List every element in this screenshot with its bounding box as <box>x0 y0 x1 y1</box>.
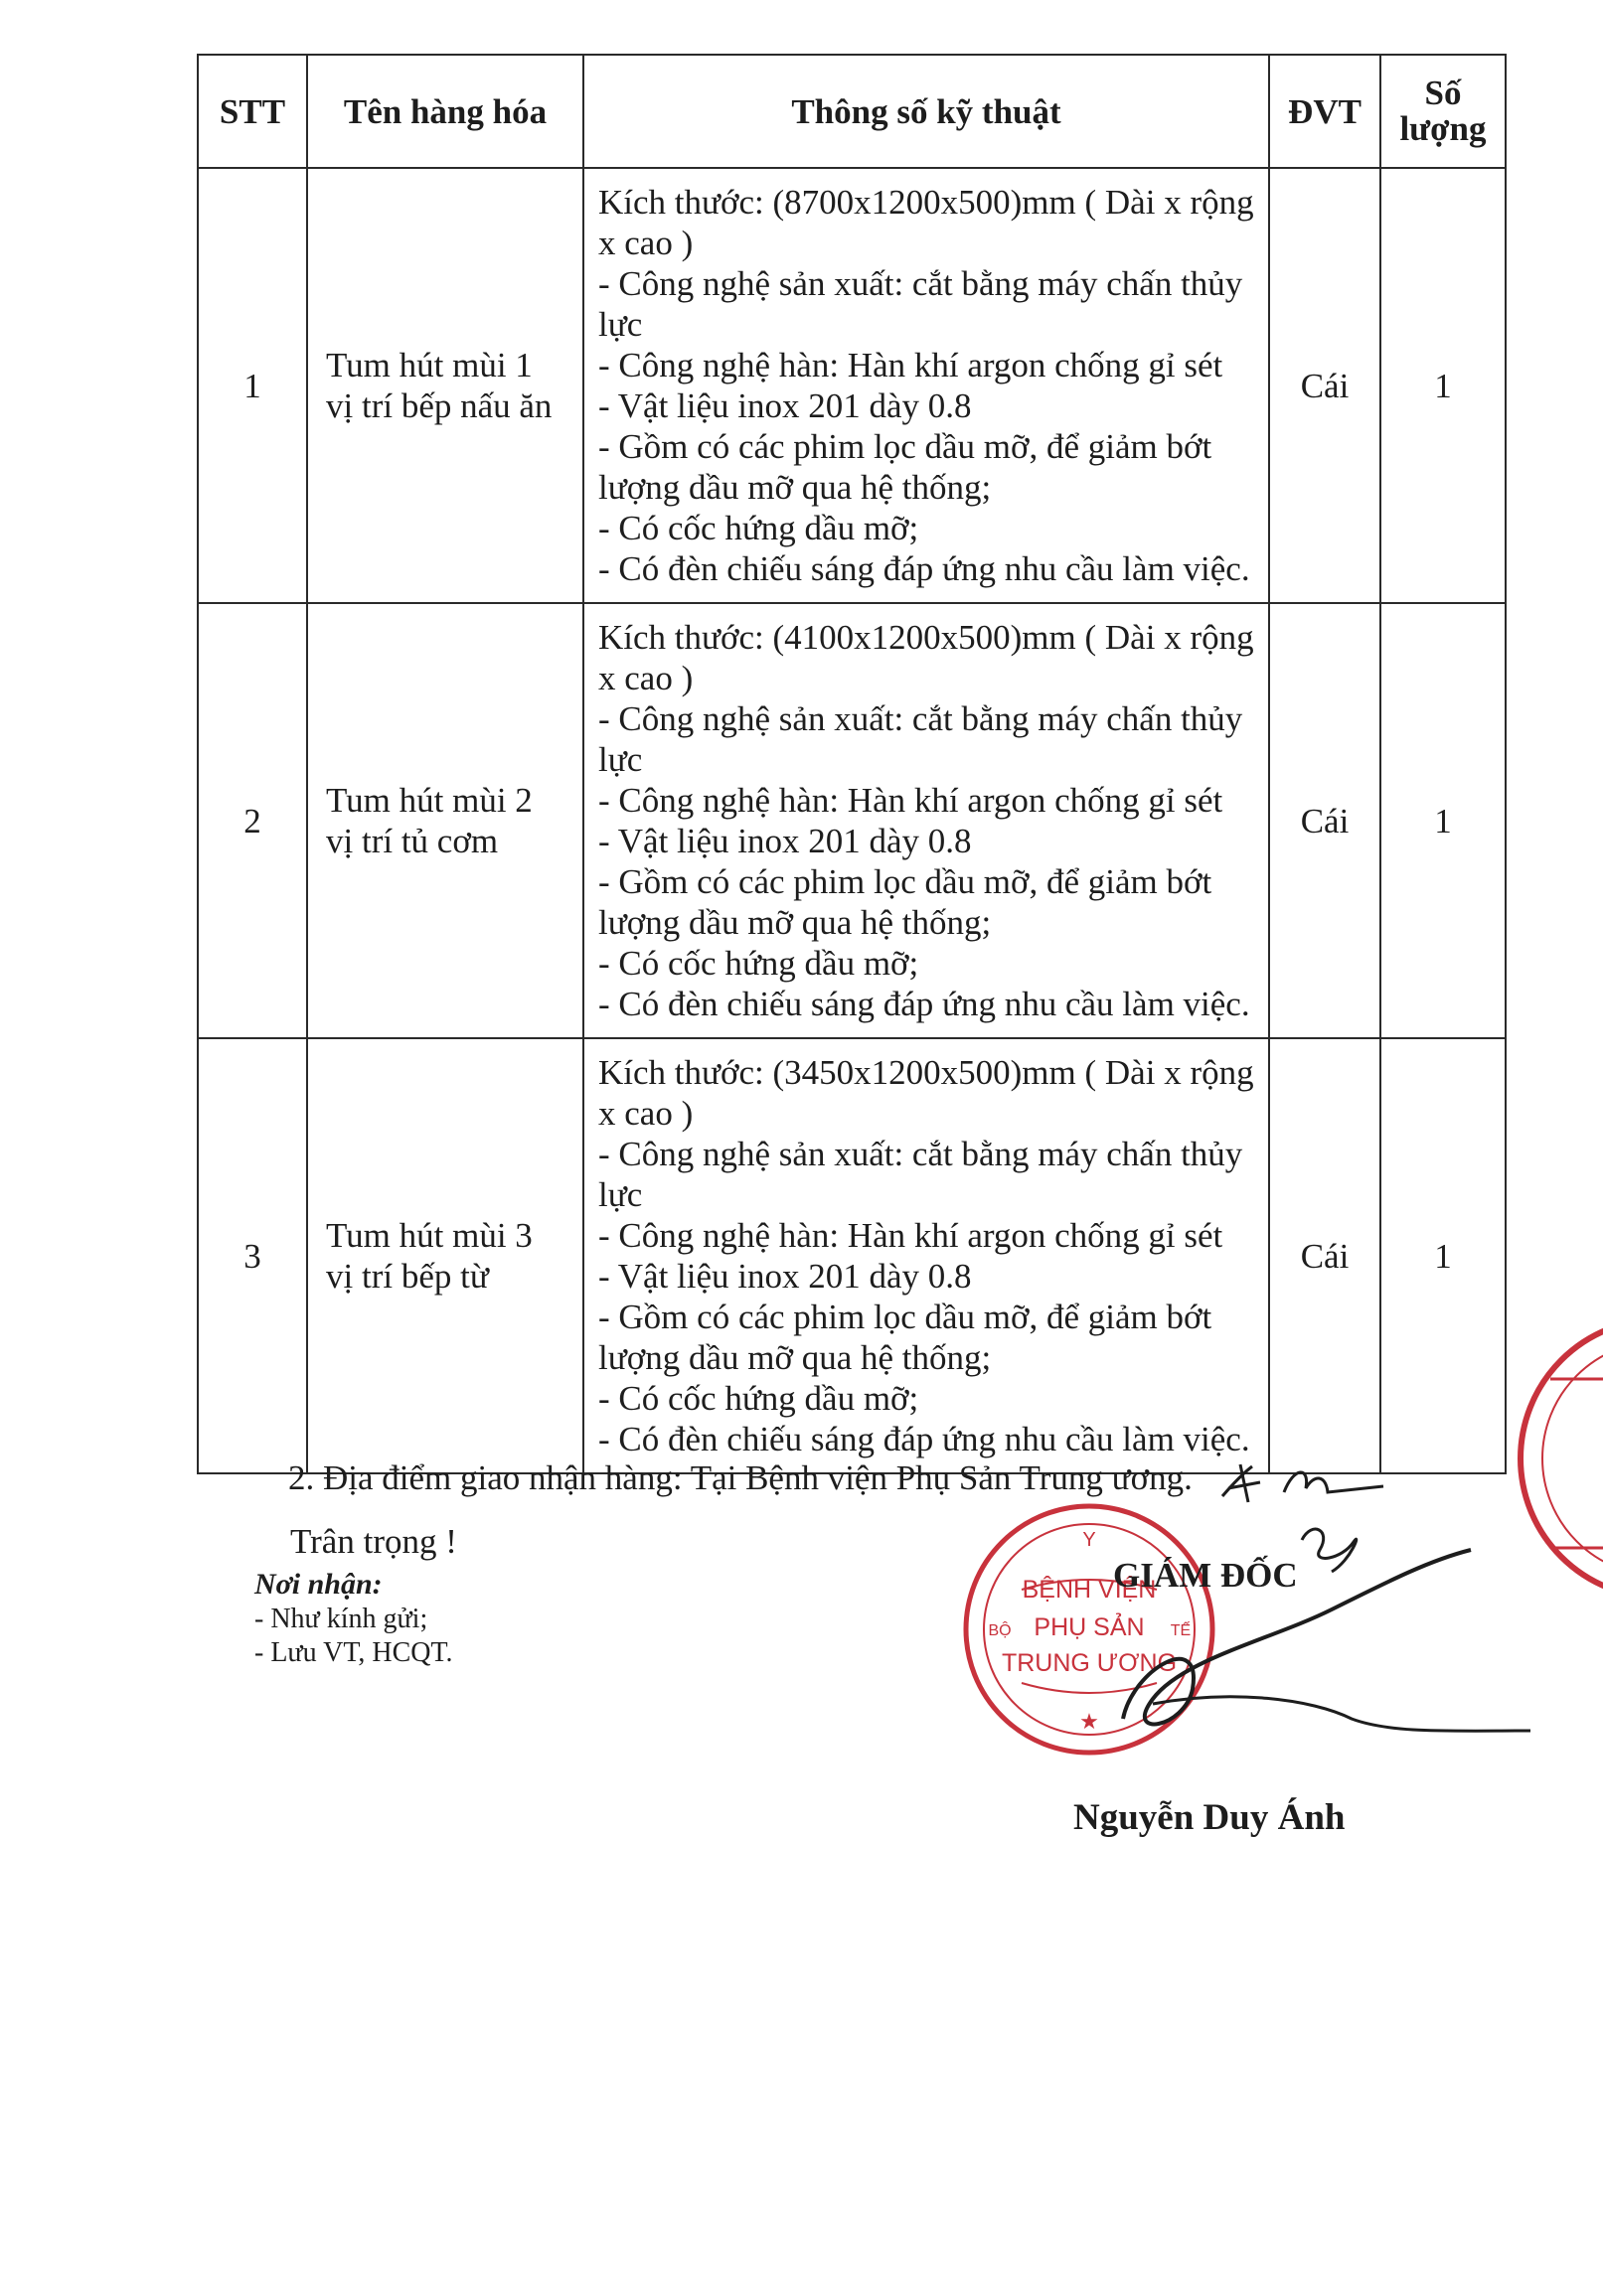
row-name-line: vị trí bếp từ <box>326 1257 489 1296</box>
row-unit: Cái <box>1269 603 1380 1038</box>
stamp-left: BỘ <box>988 1622 1012 1639</box>
director-name: Nguyễn Duy Ánh <box>1073 1797 1346 1838</box>
row-name-line: Tum hút mùi 3 <box>326 1216 533 1255</box>
header-qty <box>1380 55 1506 168</box>
stamp-top: Y <box>1082 1529 1096 1551</box>
stamp-line: TRUNG ƯƠNG <box>1001 1649 1178 1677</box>
spec-line: - Có cốc hứng dầu mỡ; <box>598 509 919 547</box>
row-qty: 1 <box>1380 168 1506 603</box>
spec-line: - Có đèn chiếu sáng đáp ứng nhu cầu làm việc. <box>598 1420 1250 1458</box>
spec-line: - Công nghệ sản xuất: cắt bằng máy chấn thủy lực <box>598 264 1243 344</box>
initials-signature-icon <box>1214 1453 1393 1512</box>
spec-line: Kích thước: (8700x1200x500)mm ( Dài x rộng x cao ) <box>598 183 1254 262</box>
row-name-line: vị trí tủ cơm <box>326 822 499 860</box>
row-name-line: Tum hút mùi 2 <box>326 781 533 820</box>
row-name <box>307 603 583 1038</box>
spec-line: - Có cốc hứng dầu mỡ; <box>598 1379 919 1418</box>
spec-line: - Gồm có các phim lọc dầu mỡ, để giảm bớt lượng dầu mỡ qua hệ thống; <box>598 862 1212 942</box>
spec-line: - Gồm có các phim lọc dầu mỡ, để giảm bớt lượng dầu mỡ qua hệ thống; <box>598 1298 1212 1377</box>
row-stt: 3 <box>198 1038 307 1473</box>
row-name <box>307 1038 583 1473</box>
spec-line: Kích thước: (3450x1200x500)mm ( Dài x rộng x cao ) <box>598 1053 1254 1133</box>
spec-line: - Vật liệu inox 201 dày 0.8 <box>598 1257 972 1296</box>
specification-table <box>197 54 1507 1474</box>
table-row <box>198 1038 1506 1473</box>
spec-line: - Vật liệu inox 201 dày 0.8 <box>598 386 972 425</box>
row-spec <box>583 603 1269 1038</box>
header-unit: ĐVT <box>1269 55 1380 168</box>
spec-line: Kích thước: (4100x1200x500)mm ( Dài x rộng x cao ) <box>598 618 1254 697</box>
header-qty-line-1: Số <box>1424 74 1462 112</box>
stamp-right: TẾ <box>1170 1622 1192 1639</box>
stamp-line: BỆNH VIỆN <box>1022 1576 1157 1604</box>
recipients-title: Nơi nhận: <box>254 1568 383 1601</box>
row-unit: Cái <box>1269 168 1380 603</box>
spec-line: - Có đèn chiếu sáng đáp ứng nhu cầu làm việc. <box>598 985 1250 1023</box>
row-stt: 2 <box>198 603 307 1038</box>
spec-line: - Công nghệ hàn: Hàn khí argon chống gỉ sét <box>598 1216 1223 1255</box>
handwritten-signature-icon <box>1093 1520 1550 1759</box>
spec-line: - Công nghệ sản xuất: cắt bằng máy chấn thủy lực <box>598 1135 1243 1214</box>
spec-line: - Có đèn chiếu sáng đáp ứng nhu cầu làm việc. <box>598 549 1250 588</box>
row-unit: Cái <box>1269 1038 1380 1473</box>
header-name: Tên hàng hóa <box>307 55 583 168</box>
closing-regards: Trân trọng ! <box>290 1522 457 1561</box>
header-qty-line-2: lượng <box>1399 109 1487 148</box>
spec-line: - Vật liệu inox 201 dày 0.8 <box>598 822 972 860</box>
table-header-row <box>198 55 1506 168</box>
spec-line: - Công nghệ hàn: Hàn khí argon chống gỉ sét <box>598 346 1223 384</box>
director-title: GIÁM ĐỐC <box>1113 1556 1298 1595</box>
row-name-line: Tum hút mùi 1 <box>326 346 533 384</box>
spec-line: - Công nghệ hàn: Hàn khí argon chống gỉ sét <box>598 781 1223 820</box>
stamp-star-icon: ★ <box>1079 1710 1099 1735</box>
header-stt: STT <box>198 55 307 168</box>
recipient-item: - Như kính gửi; <box>254 1604 428 1634</box>
spec-line: - Có cốc hứng dầu mỡ; <box>598 944 919 983</box>
row-spec <box>583 168 1269 603</box>
table-row <box>198 603 1506 1038</box>
row-stt: 1 <box>198 168 307 603</box>
row-qty: 1 <box>1380 1038 1506 1473</box>
header-spec: Thông số kỹ thuật <box>583 55 1269 168</box>
row-name-line: vị trí bếp nấu ăn <box>326 386 553 425</box>
row-qty: 1 <box>1380 603 1506 1038</box>
recipient-item: - Lưu VT, HCQT. <box>254 1637 453 1668</box>
spec-line: - Công nghệ sản xuất: cắt bằng máy chấn thủy lực <box>598 699 1243 779</box>
table-row <box>198 168 1506 603</box>
row-name <box>307 168 583 603</box>
row-spec <box>583 1038 1269 1473</box>
delivery-location: 2. Địa điểm giao nhận hàng: Tại Bệnh viện Phụ Sản Trung ương. <box>288 1458 1193 1497</box>
spec-line: - Gồm có các phim lọc dầu mỡ, để giảm bớt lượng dầu mỡ qua hệ thống; <box>598 427 1212 507</box>
stamp-line: PHỤ SẢN <box>1034 1613 1145 1641</box>
